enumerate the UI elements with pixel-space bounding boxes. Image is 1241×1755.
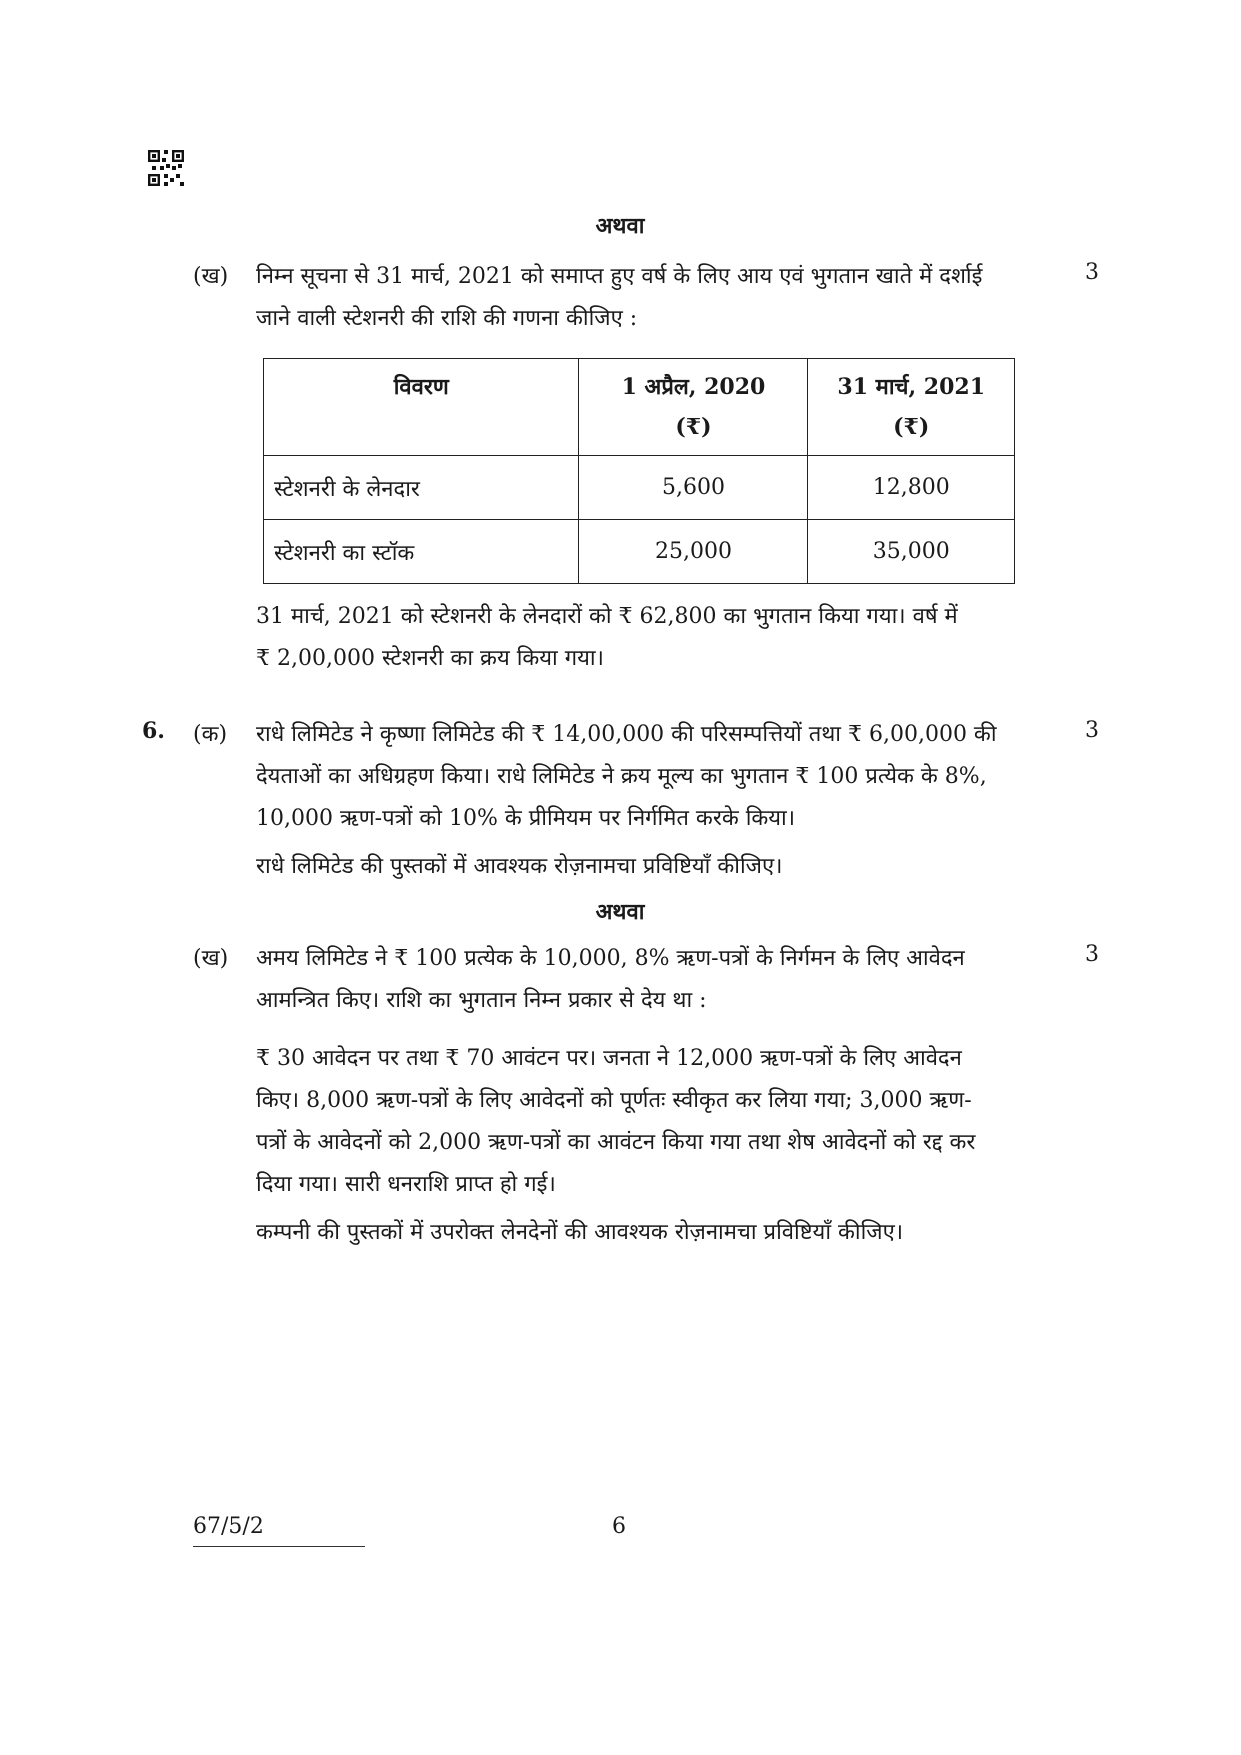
table-row	[264, 456, 1015, 520]
q6b-para-line2: किए। 8,000 ऋण-पत्रों के लिए आवेदनों को पूर्णतः स्वीकृत कर लिया गया; 3,000 ऋण-	[256, 1088, 972, 1113]
q6b-para-line1: ₹ 30 आवेदन पर तथा ₹ 70 आवंटन पर। जनता ने 12,000 ऋण-पत्रों के लिए आवेदन	[256, 1046, 962, 1071]
q6-number: 6.	[142, 718, 165, 744]
q5b-note-line2: ₹ 2,00,000 स्टेशनरी का क्रय किया गया।	[256, 646, 604, 671]
header-apr-2020: 1 अप्रैल, 2020 (₹)	[579, 359, 808, 456]
qr-code-icon	[148, 150, 184, 186]
stationery-table	[263, 358, 1015, 584]
q5b-label: (ख)	[193, 264, 229, 289]
q6b-para-line4: दिया गया। सारी धनराशि प्राप्त हो गई।	[256, 1172, 556, 1197]
q6a-label: (क)	[193, 722, 228, 747]
footer-rule	[193, 1546, 365, 1547]
q6b-instruction: कम्पनी की पुस्तकों में उपरोक्त लेनदेनों की आवश्यक रोज़नामचा प्रविष्टियाँ कीजिए।	[256, 1220, 904, 1245]
q6b-para-line3: पत्रों के आवेदनों को 2,000 ऋण-पत्रों का आवंटन किया गया तथा शेष आवेदनों को रद्द कर	[256, 1130, 976, 1155]
page-number: 6	[612, 1514, 626, 1539]
q6a-text-line1: राधे लिमिटेड ने कृष्णा लिमिटेड की ₹ 14,00,000 की परिसम्पत्तियों तथा ₹ 6,00,000 की	[256, 722, 997, 747]
header-particulars: विवरण	[264, 359, 579, 456]
paper-code: 67/5/2	[193, 1514, 264, 1539]
row-label: स्टेशनरी के लेनदार	[264, 456, 579, 520]
row-label: स्टेशनरी का स्टॉक	[264, 520, 579, 584]
q6a-text-line2: देयताओं का अधिग्रहण किया। राधे लिमिटेड ने क्रय मूल्य का भुगतान ₹ 100 प्रत्येक के 8%,	[256, 764, 987, 789]
q5b-text-line1: निम्न सूचना से 31 मार्च, 2021 को समाप्त हुए वर्ष के लिए आय एवं भुगतान खाते में दर्शाई	[256, 264, 983, 289]
row-apr-2020-value: 5,600	[579, 456, 808, 520]
q5b-note-line1: 31 मार्च, 2021 को स्टेशनरी के लेनदारों को ₹ 62,800 का भुगतान किया गया। वर्ष में	[256, 604, 958, 629]
table-row	[264, 520, 1015, 584]
q6b-text-line1: अमय लिमिटेड ने ₹ 100 प्रत्येक के 10,000, 8% ऋण-पत्रों के निर्गमन के लिए आवेदन	[256, 946, 965, 971]
q6b-text-line2: आमन्त्रित किए। राशि का भुगतान निम्न प्रकार से देय था :	[256, 988, 707, 1013]
table-header-row	[264, 359, 1015, 456]
header-mar-2021: 31 मार्च, 2021 (₹)	[808, 359, 1015, 456]
row-mar-2021-value: 35,000	[808, 520, 1015, 584]
q6a-text-line3: 10,000 ऋण-पत्रों को 10% के प्रीमियम पर निर्गमित करके किया।	[256, 806, 796, 831]
q5b-text-line2: जाने वाली स्टेशनरी की राशि की गणना कीजिए :	[256, 306, 638, 331]
q6a-instruction: राधे लिमिटेड की पुस्तकों में आवश्यक रोज़नामचा प्रविष्टियाँ कीजिए।	[256, 854, 783, 879]
row-apr-2020-value: 25,000	[579, 520, 808, 584]
q6a-marks: 3	[1085, 718, 1099, 743]
q5b-marks: 3	[1085, 260, 1099, 285]
row-mar-2021-value: 12,800	[808, 456, 1015, 520]
q6b-label: (ख)	[193, 946, 229, 971]
q6b-marks: 3	[1085, 942, 1099, 967]
or-heading-q5: अथवा	[595, 213, 645, 239]
or-heading-q6: अथवा	[595, 899, 645, 925]
